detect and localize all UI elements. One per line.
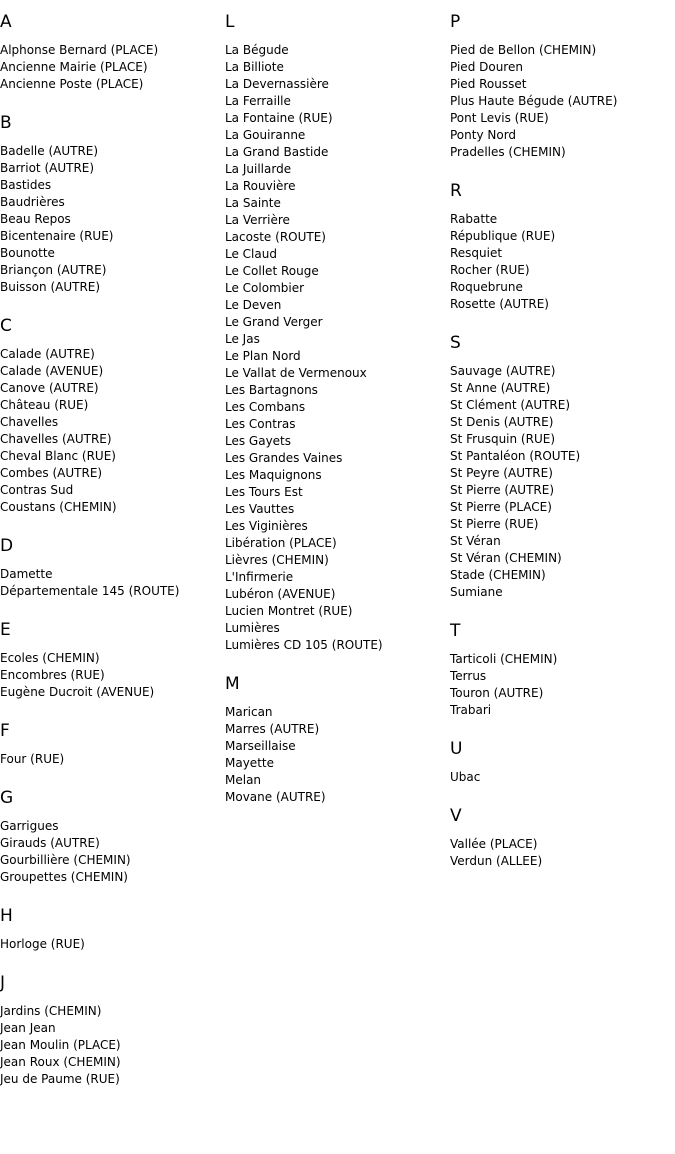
street-name: Lumières bbox=[225, 621, 280, 635]
street-name: Verdun (ALLEE) bbox=[450, 854, 543, 868]
street-name: Lucien Montret (RUE) bbox=[225, 604, 353, 618]
street-list bbox=[0, 566, 225, 600]
street-name: Sumiane bbox=[450, 585, 503, 599]
street-name: Les Combans bbox=[225, 400, 306, 414]
street-name: Ecoles (CHEMIN) bbox=[0, 651, 100, 665]
street-name: Plus Haute Bégude (AUTRE) bbox=[450, 94, 618, 108]
section-letter-heading: V bbox=[450, 806, 462, 826]
letter-section bbox=[0, 721, 225, 768]
section-letter-heading: G bbox=[0, 788, 14, 808]
street-name: Les Vauttes bbox=[225, 502, 295, 516]
street-name: Ubac bbox=[450, 770, 481, 784]
street-name: Bastides bbox=[0, 178, 52, 192]
street-name: Les Bartagnons bbox=[225, 383, 318, 397]
street-name: Le Colombier bbox=[225, 281, 305, 295]
letter-section bbox=[450, 621, 675, 719]
street-name: Tarticoli (CHEMIN) bbox=[450, 652, 558, 666]
street-name: Lumières CD 105 (ROUTE) bbox=[225, 638, 383, 652]
street-name: Rabatte bbox=[450, 212, 498, 226]
street-name: Bicentenaire (RUE) bbox=[0, 229, 114, 243]
street-name: Canove (AUTRE) bbox=[0, 381, 99, 395]
section-letter-heading: F bbox=[0, 721, 10, 741]
street-name: Ponty Nord bbox=[450, 128, 517, 142]
street-name: Terrus bbox=[450, 669, 487, 683]
street-name: Marican bbox=[225, 705, 273, 719]
street-list bbox=[0, 650, 225, 701]
street-name: Combes (AUTRE) bbox=[0, 466, 103, 480]
section-letter-heading: T bbox=[450, 621, 461, 641]
street-name: Le Jas bbox=[225, 332, 260, 346]
street-name: St Frusquin (RUE) bbox=[450, 432, 555, 446]
street-name: St Clément (AUTRE) bbox=[450, 398, 571, 412]
street-name: Movane (AUTRE) bbox=[225, 790, 326, 804]
letter-section bbox=[0, 620, 225, 701]
street-name: Chavelles (AUTRE) bbox=[0, 432, 112, 446]
street-name: Badelle (AUTRE) bbox=[0, 144, 99, 158]
street-list bbox=[0, 751, 225, 768]
street-name: Jeu de Paume (RUE) bbox=[0, 1072, 120, 1086]
street-name: Ancienne Mairie (PLACE) bbox=[0, 60, 148, 74]
section-letter-heading: P bbox=[450, 12, 461, 32]
street-name: Les Contras bbox=[225, 417, 296, 431]
letter-section bbox=[0, 113, 225, 296]
street-name: Départementale 145 (ROUTE) bbox=[0, 584, 180, 598]
street-name: La Ferraille bbox=[225, 94, 291, 108]
street-name: Marseillaise bbox=[225, 739, 296, 753]
street-name: Eugène Ducroit (AVENUE) bbox=[0, 685, 155, 699]
street-name: La Sainte bbox=[225, 196, 281, 210]
street-list bbox=[0, 1003, 225, 1088]
letter-section bbox=[450, 12, 675, 161]
letter-section bbox=[0, 973, 225, 1088]
street-name: L'Infirmerie bbox=[225, 570, 294, 584]
street-name: La Grand Bastide bbox=[225, 145, 329, 159]
street-name: St Peyre (AUTRE) bbox=[450, 466, 553, 480]
street-name: Stade (CHEMIN) bbox=[450, 568, 546, 582]
letter-section bbox=[0, 788, 225, 886]
street-list bbox=[450, 211, 675, 313]
street-name: Marres (AUTRE) bbox=[225, 722, 320, 736]
section-letter-heading: C bbox=[0, 316, 12, 336]
section-letter-heading: S bbox=[450, 333, 461, 353]
street-list bbox=[0, 143, 225, 296]
section-letter-heading: E bbox=[0, 620, 11, 640]
street-list bbox=[0, 346, 225, 516]
street-name: Jean Jean bbox=[0, 1021, 56, 1035]
street-name: Resquiet bbox=[450, 246, 503, 260]
street-name: Les Tours Est bbox=[225, 485, 303, 499]
street-name: Groupettes (CHEMIN) bbox=[0, 870, 128, 884]
street-name: Garrigues bbox=[0, 819, 59, 833]
letter-section bbox=[450, 181, 675, 313]
street-name: Le Collet Rouge bbox=[225, 264, 319, 278]
letter-section bbox=[450, 739, 675, 786]
street-name: Les Viginières bbox=[225, 519, 308, 533]
street-list bbox=[450, 769, 675, 786]
street-list bbox=[450, 651, 675, 719]
street-name: Libération (PLACE) bbox=[225, 536, 337, 550]
street-name: Jean Moulin (PLACE) bbox=[0, 1038, 121, 1052]
street-name: Le Grand Verger bbox=[225, 315, 323, 329]
street-name: St Véran bbox=[450, 534, 501, 548]
street-name: Les Gayets bbox=[225, 434, 292, 448]
letter-section bbox=[225, 674, 450, 806]
street-name: Melan bbox=[225, 773, 262, 787]
street-name: Four (RUE) bbox=[0, 752, 65, 766]
street-name: Lubéron (AVENUE) bbox=[225, 587, 336, 601]
street-name: Le Vallat de Vermenoux bbox=[225, 366, 367, 380]
street-name: Le Deven bbox=[225, 298, 282, 312]
street-name: Gourbillière (CHEMIN) bbox=[0, 853, 131, 867]
section-letter-heading: A bbox=[0, 12, 12, 32]
street-name: Briançon (AUTRE) bbox=[0, 263, 107, 277]
street-name: Roquebrune bbox=[450, 280, 523, 294]
street-list bbox=[450, 363, 675, 601]
street-name: Pont Levis (RUE) bbox=[450, 111, 549, 125]
street-name: La Gouiranne bbox=[225, 128, 306, 142]
section-letter-heading: U bbox=[450, 739, 463, 759]
street-name: Chavelles bbox=[0, 415, 59, 429]
street-name: Vallée (PLACE) bbox=[450, 837, 538, 851]
street-name: St Pierre (AUTRE) bbox=[450, 483, 555, 497]
street-name: Encombres (RUE) bbox=[0, 668, 105, 682]
street-name: Calade (AUTRE) bbox=[0, 347, 95, 361]
street-index-column-1 bbox=[0, 0, 225, 1088]
street-name: Ancienne Poste (PLACE) bbox=[0, 77, 144, 91]
section-letter-heading: D bbox=[0, 536, 14, 556]
street-list bbox=[225, 42, 450, 654]
street-name: La Juillarde bbox=[225, 162, 292, 176]
section-letter-heading: L bbox=[225, 12, 235, 32]
street-name: Coustans (CHEMIN) bbox=[0, 500, 117, 514]
street-name: St Véran (CHEMIN) bbox=[450, 551, 562, 565]
letter-section bbox=[450, 333, 675, 601]
street-name: Rosette (AUTRE) bbox=[450, 297, 549, 311]
letter-section bbox=[0, 316, 225, 516]
street-name: Horloge (RUE) bbox=[0, 937, 85, 951]
street-name: St Pantaléon (ROUTE) bbox=[450, 449, 581, 463]
street-name: Lièvres (CHEMIN) bbox=[225, 553, 329, 567]
street-name: Pied Rousset bbox=[450, 77, 527, 91]
street-name: République (RUE) bbox=[450, 229, 556, 243]
street-name: Trabari bbox=[450, 703, 492, 717]
letter-section bbox=[0, 536, 225, 600]
street-name: Jardins (CHEMIN) bbox=[0, 1004, 102, 1018]
street-name: Barriot (AUTRE) bbox=[0, 161, 95, 175]
street-name: La Verrière bbox=[225, 213, 290, 227]
street-name: Les Grandes Vaines bbox=[225, 451, 343, 465]
street-name: Pied de Bellon (CHEMIN) bbox=[450, 43, 597, 57]
street-list bbox=[225, 704, 450, 806]
street-name: Pradelles (CHEMIN) bbox=[450, 145, 566, 159]
street-name: Château (RUE) bbox=[0, 398, 89, 412]
street-name: St Denis (AUTRE) bbox=[450, 415, 554, 429]
street-name: Bounotte bbox=[0, 246, 55, 260]
section-letter-heading: M bbox=[225, 674, 240, 694]
street-name: Girauds (AUTRE) bbox=[0, 836, 100, 850]
street-name: Mayette bbox=[225, 756, 274, 770]
letter-section bbox=[450, 806, 675, 870]
letter-section bbox=[225, 12, 450, 654]
section-letter-heading: R bbox=[450, 181, 462, 201]
street-name: Rocher (RUE) bbox=[450, 263, 530, 277]
street-list bbox=[450, 836, 675, 870]
street-name: Lacoste (ROUTE) bbox=[225, 230, 326, 244]
letter-section bbox=[0, 906, 225, 953]
street-name: St Anne (AUTRE) bbox=[450, 381, 551, 395]
street-name: La Devernassière bbox=[225, 77, 329, 91]
street-name: La Fontaine (RUE) bbox=[225, 111, 333, 125]
street-name: Baudrières bbox=[0, 195, 65, 209]
street-name: Beau Repos bbox=[0, 212, 71, 226]
street-name: Sauvage (AUTRE) bbox=[450, 364, 556, 378]
street-name: Contras Sud bbox=[0, 483, 74, 497]
street-name: Les Maquignons bbox=[225, 468, 322, 482]
street-name: Pied Douren bbox=[450, 60, 523, 74]
street-name: Buisson (AUTRE) bbox=[0, 280, 101, 294]
street-list bbox=[450, 42, 675, 161]
section-letter-heading: J bbox=[0, 973, 6, 993]
street-name: Le Claud bbox=[225, 247, 277, 261]
section-letter-heading: H bbox=[0, 906, 13, 926]
street-list bbox=[0, 42, 225, 93]
street-name: Jean Roux (CHEMIN) bbox=[0, 1055, 121, 1069]
street-name: La Billiote bbox=[225, 60, 284, 74]
street-name: St Pierre (RUE) bbox=[450, 517, 539, 531]
street-index-column-2 bbox=[225, 0, 450, 806]
letter-section bbox=[0, 12, 225, 93]
street-name: Alphonse Bernard (PLACE) bbox=[0, 43, 159, 57]
street-name: La Bégude bbox=[225, 43, 289, 57]
street-list bbox=[0, 936, 225, 953]
section-letter-heading: B bbox=[0, 113, 12, 133]
street-name: Touron (AUTRE) bbox=[450, 686, 544, 700]
street-name: St Pierre (PLACE) bbox=[450, 500, 552, 514]
street-index-column-3 bbox=[450, 0, 675, 870]
street-name: Calade (AVENUE) bbox=[0, 364, 104, 378]
street-list bbox=[0, 818, 225, 886]
street-name: Damette bbox=[0, 567, 53, 581]
street-name: Cheval Blanc (RUE) bbox=[0, 449, 116, 463]
street-name: La Rouvière bbox=[225, 179, 296, 193]
street-name: Le Plan Nord bbox=[225, 349, 301, 363]
